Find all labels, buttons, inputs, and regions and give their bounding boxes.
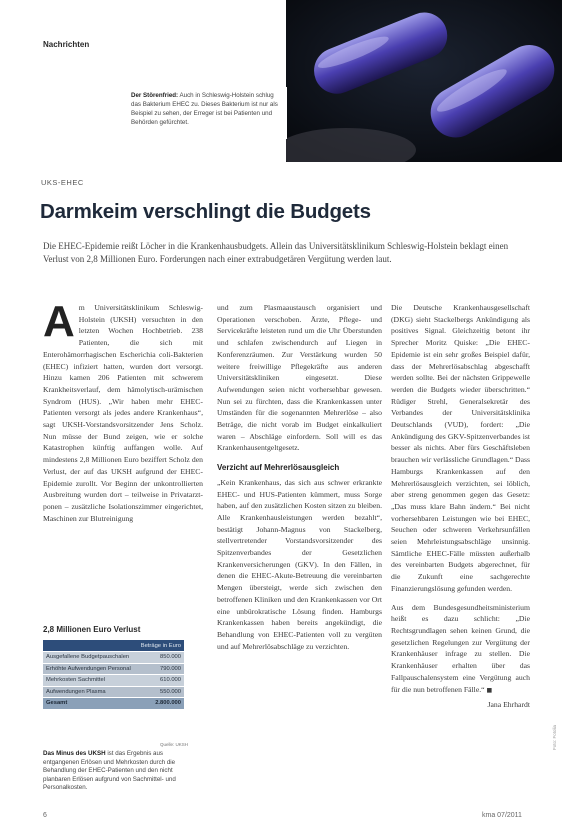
drop-cap: A bbox=[43, 297, 75, 346]
article-kicker: UKS-EHEC bbox=[41, 178, 84, 187]
loss-box-caption bbox=[43, 750, 188, 793]
end-mark-icon: ■ bbox=[486, 686, 493, 694]
section-label: Nachrichten bbox=[43, 40, 90, 49]
loss-row-value: 550.000 bbox=[147, 686, 184, 698]
photo-caption-title: Der Störenfried: bbox=[131, 92, 179, 99]
bacteria-illustration bbox=[286, 0, 562, 162]
loss-table-header bbox=[43, 640, 184, 652]
loss-table-total-row bbox=[43, 698, 184, 710]
photo-caption bbox=[125, 87, 287, 139]
photo-credit: Foto: Fotolia bbox=[552, 725, 557, 751]
loss-box-source: Quelle: UKSH bbox=[160, 742, 189, 747]
body-column-2-text-2: „Kein Krankenhaus, das sich aus schwer erkrankte EHEC- und HUS-Patienten kümmert, muss Sorge haben, auf den zusätzlichen Kosten sitzen zu bleiben. Alle Krankenhausleistungen werden bezahlt“, bestätigt Johann-Magnus von Stackelberg, stellvertretender Vorstandsvorsitzender des Spitzenverbandes der Gesetzlichen Krankenversicherungen (GKV). In den Fällen, in denen die EHEC-Akute-Betreuung die vereinbarten Mengen übersteigt, werde sich zwischen den betroffenen Kliniken und den Krankenkassen vor Ort eine unbürokratische Lösung finden. Hamburgs Krankenkassen haben bereits angekündigt, die Behandlung von EHEC-Patienten voll zu vergüten und auf Mehrerlösabschläge zu verzichten. bbox=[217, 477, 382, 651]
page-number: 6 bbox=[43, 812, 47, 819]
body-column-3 bbox=[391, 302, 530, 711]
article-intro: Die EHEC-Epidemie reißt Löcher in die Krankenhausbudgets. Allein das Universitätsklinikum Schleswig-Holstein beklagt einen Verlust von 2,8 Millionen Euro. Forderungen nach einer extrabudgetären Vergütung werden laut. bbox=[43, 241, 509, 264]
loss-row-label: Erhöhte Aufwendungen Personal bbox=[43, 663, 147, 675]
body-column-3-text: Die Deutsche Krankenhausgesellschaft (DKG) sieht Stackelbergs Ankündigung als positives Signal. Gleichzeitig betont ihr Sprecher Moritz Quiske: „Die EHEC-Epidemie ist ein sehr großes Beispiel dafür, dass der Mehrerlösabschlag abgeschafft werden sollte. Bei der nächsten Grippewelle werden die Budgets wieder überschritten.“ Rüdiger Strehl, Generalsekretär des Verbandes der Universitätsklinika Deutschlands (VUD), fordert: „Die Ankündigung des GKV-Spitzenverbandes ist besser als nichts. Aber fürs Geschäftsleben brauchen wir verlässliche Grundlagen.“ Dass Hamburgs Krankenkassen auf den Mehrerlösausgleich verzichten, sei löblich, aber streng genommen gegen das Gesetz: „Das muss klare Bahn ändern.“ Bei nicht vorhersehbaren Leistungen wie bei EHEC, Seuchen oder schweren Verkehrsunfällen seien Mehrleistungsabschläge unsinnig. Sämtliche EHEC-Fälle müssten außerhalb des vereinbarten Budgets abgerechnet, für die Zukunft eine sachgerechte Finanzierungslösung gefunden werden. bbox=[391, 303, 530, 593]
body-column-3-text-2 bbox=[391, 602, 530, 711]
article-headline: Darmkeim verschlingt die Budgets bbox=[40, 200, 371, 223]
loss-box-title: 2,8 Millionen Euro Verlust bbox=[43, 625, 141, 634]
loss-box-caption-text: ist das Ergebnis aus entgangenen Erlösen und Mehrkosten durch die Behandlung der EHEC-Patienten und den nicht planbaren Erlösen aufgrund von Sachmittel- und Personalkosten. bbox=[43, 750, 176, 792]
body-column-1 bbox=[43, 297, 203, 524]
loss-row-value: 790.000 bbox=[147, 663, 184, 675]
loss-total-label: Gesamt bbox=[43, 698, 147, 710]
loss-table-row bbox=[43, 663, 184, 675]
loss-row-value: 610.000 bbox=[147, 675, 184, 687]
issue-label: kma 07/2011 bbox=[482, 812, 522, 819]
loss-row-label: Mehrkosten Sachmittel bbox=[43, 675, 147, 687]
loss-table-row bbox=[43, 686, 184, 698]
loss-table bbox=[43, 640, 184, 710]
body-column-2 bbox=[217, 302, 382, 652]
article-subheading: Verzicht auf Mehrerlösausgleich bbox=[217, 463, 340, 473]
loss-table-row bbox=[43, 675, 184, 687]
loss-table-row bbox=[43, 652, 184, 664]
body-column-2-text: und zum Plasmaaustausch organisiert und Operationen verschoben. Ärzte, Pflege- und Servicekräfte leisteten rund um die Uhr Überstunden und schlafen zwischendurch auf Liegen in Konferenzräumen. Zur Verstärkung wurden 50 weitere freiwillige Pflegekräfte aus anderen Universitätskliniken eingesetzt. Diese Aufwendungen seien nicht vorhersehbar gewesen. Nun sei zu fürchten, dass die Krankenkassen unter Umständen für die sogenannten Mehrerlöse – also Beträge, die nicht vorab im Budget einkalkuliert waren – Abschläge einfordern. Soll will es das Krankenhausentgeltgesetz. bbox=[217, 303, 382, 453]
loss-total-value: 2.800.000 bbox=[147, 698, 184, 710]
loss-row-label: Aufwendungen Plasma bbox=[43, 686, 147, 698]
body-column-3-text-2-content: Aus dem Bundesgesundheitsministerium heißt es dazu schlicht: „Die Rechtsgrundlagen sehen keinen Grund, die gesetzlichen Regelungen zur Vergütung der Krankenhäuser infrage zu stellen. Die Krankenhäuser erhalten über das Fallpauschalensystem eine Vergütung auch für die nun betroffenen Fälle.“ bbox=[391, 602, 530, 694]
loss-row-value: 850.000 bbox=[147, 652, 184, 664]
loss-row-label: Ausgefallene Budgetpauschalen bbox=[43, 652, 147, 664]
loss-table-header-cell: Beträge in Euro bbox=[43, 640, 184, 652]
body-column-1-text: m Universitätsklinikum Schleswig-Holstein (UKSH) versuchten in den letzten Wochen Hochbetrieb. 238 Patienten, die sich mit Enterohämorrhagischen Escherichia coli-Bakterien (EHEC) infiziert hatten, wurden dort versorgt. Hinzu kamen 206 Patienten mit schwerem Krankheitsverlauf, dem hämolytisch-urämischen Syndrom (HUS). „Wir haben mehr EHEC-Patienten versorgt als jedes andere Krankenhaus“, sagt UKSH-Vorstandsvorsitzender Jens Scholz. Nun müsse der Bund zeigen, wie er solche Katastrophen künftig auffangen wolle. Auf mindestens 2,8 Millionen Euro beziffert Scholz den Verlust, der auf das UKSH aufgrund der EHEC-Epidemie zurollt. Vor Beginn der unkontrollierten Ausbreitung wurden dort – teilweise in Privatarzt-ponen – zusätzliche Isolationszimmer eingerichtet, Maschinen zur Blutreinigung bbox=[43, 303, 203, 523]
photo-caption-text: Auch in Schleswig-Holstein schlug das Bakterium EHEC zu. Dieses Bakterium ist nur als Beispiel zu sehen, der Erreger ist bei Patienten und Behörden gefürchtet. bbox=[131, 92, 278, 126]
loss-box-caption-title: Das Minus des UKSH bbox=[43, 750, 106, 757]
bacteria-photo bbox=[286, 0, 562, 162]
author-name: Jana Ehrhardt bbox=[487, 700, 530, 710]
